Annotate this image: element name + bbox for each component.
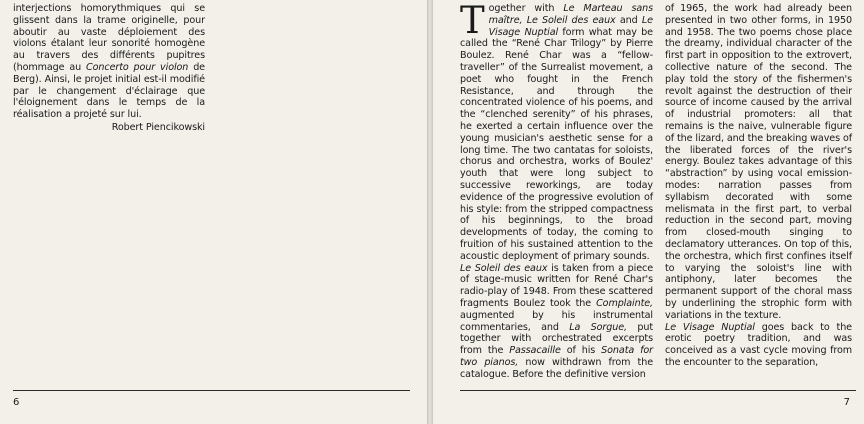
footer-rule bbox=[13, 390, 410, 391]
english-text-column-1 bbox=[460, 0, 654, 381]
text-run: goes back to the erotic poetry tradition, and was conceived as a vast cycle moving from the encounter to the separation, bbox=[665, 321, 852, 368]
text-run: ogether with bbox=[488, 3, 564, 14]
italic-title: Le Soleil des eaux bbox=[460, 262, 548, 274]
text-run: form what may be called the “René Char Trilogy” by Pierre Boulez. René Char was a “fellow-traveller” of the Surrealist movement, a poet who fought in the French Resistance, and through the concentrated violence of his poems, and the “clenched serenity” of his phrases, he exerted a certain influence over the young musician's aesthetic sense for a long time. The two cantatas for soloists, chorus and orchestra, works of Boulez' youth that were long subject to successive reworkings, are today evidence of the progressive evolution of his style: from the stripped compactness of his beginnings, to the broad developments of today, the coming to fruition of his sustained attention to the acoustic deployment of primary sounds. bbox=[460, 26, 653, 262]
italic-title: Le Visage Nuptial bbox=[488, 14, 653, 38]
text-run: is taken from a piece of stage-music written for René Char's radio-play of 1948. From these scattered fragments Boulez took the bbox=[460, 262, 654, 309]
footer-rule bbox=[460, 390, 856, 391]
french-text-part-1: interjections homorythmiques qui se glissent dans la trame originelle, pour aboutir au vaste déploiement des violons étalant leur sonorité homogène au travers des différents pupitres (hommage au bbox=[13, 3, 205, 73]
author-signature: Robert Piencikowski bbox=[111, 121, 205, 133]
text-run: of his bbox=[560, 345, 602, 357]
text-run: augmented by his instrumental commentaries, and bbox=[460, 309, 653, 333]
right-page bbox=[433, 0, 864, 424]
italic-work-title: Concerto pour violon bbox=[86, 61, 189, 73]
page-number: 7 bbox=[843, 397, 850, 408]
left-page bbox=[0, 0, 427, 424]
paragraph-2-continued bbox=[665, 3, 852, 322]
italic-title: Le Visage Nuptial bbox=[665, 321, 755, 333]
italic-title: Le Marteau sans maître, Le Soleil des eaux bbox=[488, 3, 653, 26]
text-run: now withdrawn from the catalogue. Before the definitive version bbox=[460, 356, 653, 380]
french-paragraph bbox=[13, 3, 205, 121]
italic-title: Passacaille bbox=[509, 345, 561, 357]
italic-title: Complainte, bbox=[596, 297, 653, 309]
paragraph-3 bbox=[665, 322, 852, 369]
text-run: and bbox=[615, 14, 642, 26]
page-number: 6 bbox=[13, 397, 20, 408]
paragraph-1 bbox=[460, 0, 653, 263]
english-text-column-2 bbox=[665, 3, 852, 369]
italic-title: Sonata for two pianos, bbox=[460, 345, 653, 368]
paragraph-2-start bbox=[460, 263, 653, 381]
text-run: of 1965, the work had already been presented in two other forms, in 1950 and 1958. The two poems chose place the dreamy, individual character of the first part in opposition to the extrovert, collective nature of the second. The play told the story of the fishermen's revolt against the destruction of their source of income caused by the arrival of industrial promoters: all that remains is the naive, vulnerable figure of the lizard, and the breaking waves of the liberated forces of the river's energy. Boulez takes advantage of this “abstraction” by using vocal emission-modes: narration passes from syllabism decorated with some melismata in the first part, to verbal reduction in the second part, moving from closed-mouth singing to declamatory utterances. On top of this, the orchestra, which first confines itself to varying the soloist's line with antiphony, later becomes the permanent support of the choral mass by underlining the strophic form with variations in the texture. bbox=[665, 3, 852, 321]
italic-title: La Sorgue, bbox=[569, 321, 627, 333]
french-text-part-2: de Berg). Ainsi, le projet initial est-il modifié par le changement d'éclairage que l'éloignement dans le temps de la réalisation a projeté sur lui. bbox=[13, 61, 205, 121]
text-run: put together with orchestrated excerpts from the bbox=[460, 321, 653, 357]
drop-cap: T bbox=[460, 0, 485, 42]
french-text-column bbox=[13, 3, 205, 134]
